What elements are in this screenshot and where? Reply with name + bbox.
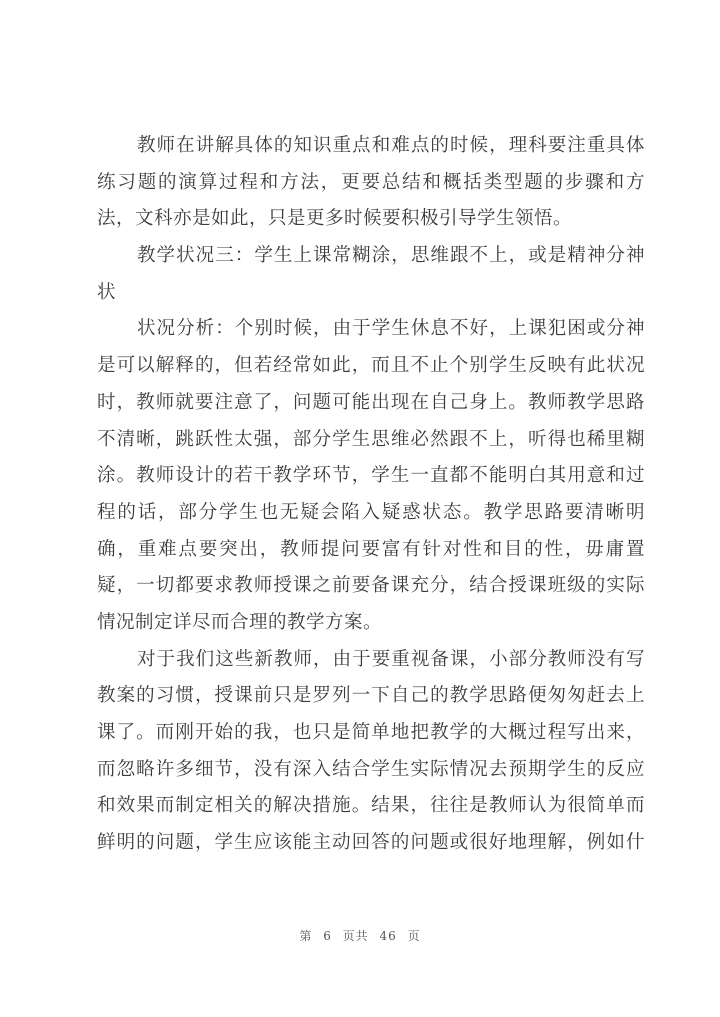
text-line: 疑，一切都要求教师授课之前要备课充分，结合授课班级的实际 [97,575,645,597]
text-line: 状 [97,281,117,303]
footer-prefix: 第 [299,929,313,943]
text-line: 情况制定详尽而合理的教学方案。 [97,611,383,633]
text-line: 而忽略许多细节，没有深入结合学生实际情况去预期学生的反应 [97,758,645,780]
total-pages: 46 [379,929,397,943]
text-line: 状况分析：个别时候，由于学生休息不好，上课犯困或分神 [137,318,645,340]
text-line: 对于我们这些新教师，由于要重视备课，小部分教师没有写 [137,648,645,670]
text-line: 法，文科亦是如此，只是更多时候要积极引导学生领悟。 [97,208,573,230]
text-line: 鲜明的问题，学生应该能主动回答的问题或很好地理解，例如什 [97,832,645,854]
page-number: 6 [323,929,332,943]
body-text [97,128,645,862]
footer-suffix: 页 [407,929,421,943]
text-line: 课了。而刚开始的我，也只是简单地把教学的大概过程写出来， [97,722,645,743]
text-line: 教学状况三：学生上课常糊涂，思维跟不上，或是精神分神 [137,245,645,267]
text-line: 是可以解释的，但若经常如此，而且不止个别学生反映有此状况 [97,355,645,377]
text-line: 教师在讲解具体的知识重点和难点的时候，理科要注重具体 [137,135,645,156]
text-line: 时，教师就要注意了，问题可能出现在自己身上。教师教学思路 [97,391,645,413]
text-line: 不清晰，跳跃性太强，部分学生思维必然跟不上，听得也稀里糊 [97,428,645,450]
text-line: 程的话，部分学生也无疑会陷入疑惑状态。教学思路要清晰明 [97,501,645,523]
footer-middle: 页共 [342,929,369,943]
page-footer [0,927,720,944]
text-line: 练习题的演算过程和方法，更要总结和概括类型题的步骤和方 [97,171,645,193]
text-line: 和效果而制定相关的解决措施。结果，往往是教师认为很简单而 [97,795,645,817]
text-line: 涂。教师设计的若干教学环节，学生一直都不能明白其用意和过 [97,465,645,487]
text-line: 教案的习惯，授课前只是罗列一下自己的教学思路便匆匆赶去上 [97,685,645,707]
text-line: 确，重难点要突出，教师提问要富有针对性和目的性，毋庸置 [97,538,645,560]
